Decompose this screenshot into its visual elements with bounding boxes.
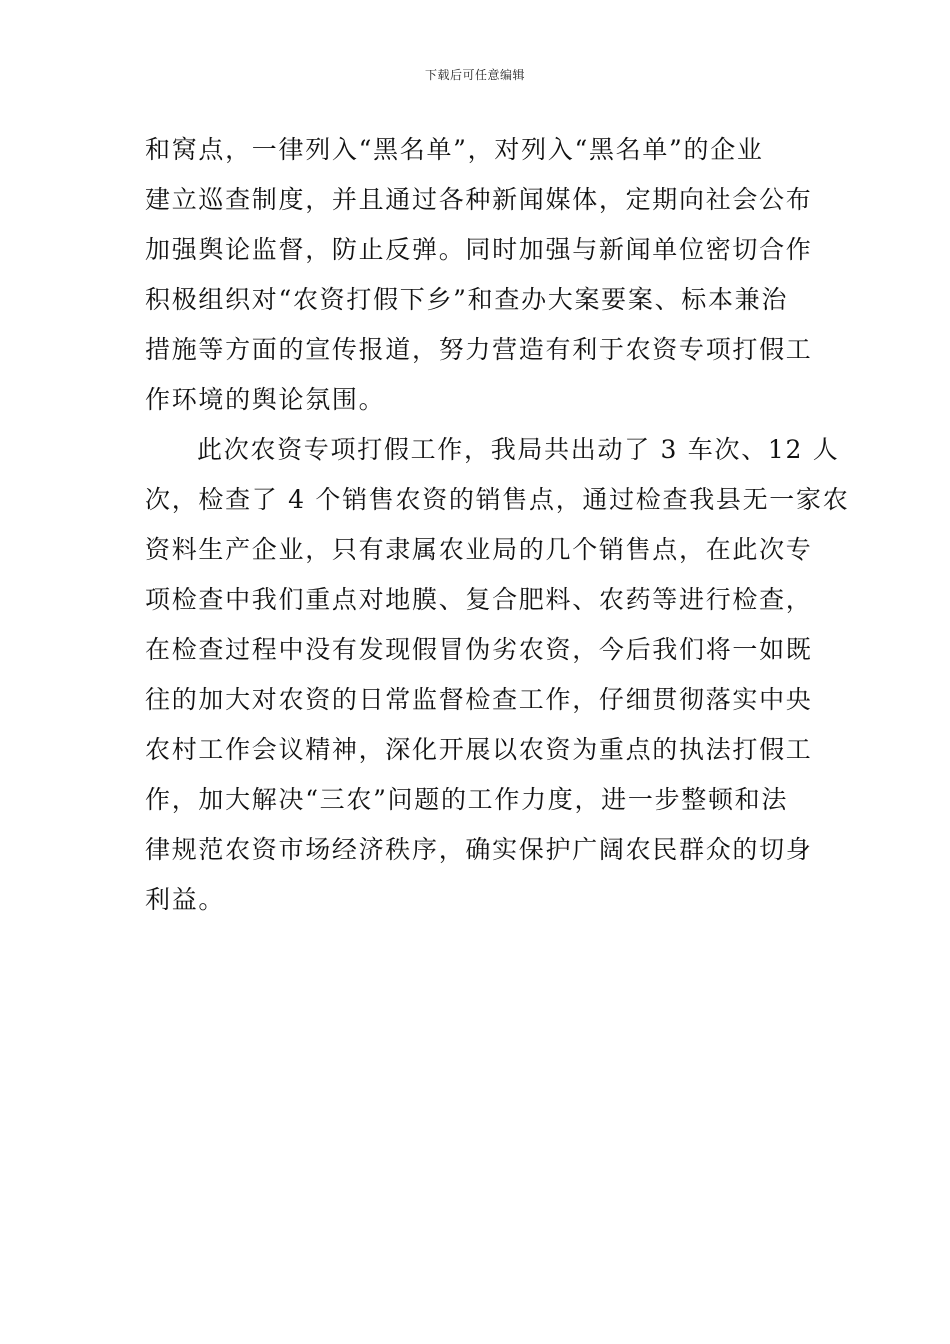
paragraph-2-line-2: 次，检查了 4 个销售农资的销售点，通过检查我县无一家农 [145, 485, 850, 514]
paragraph-1-line-3: 加强舆论监督，防止反弹。同时加强与新闻单位密切合作 [145, 235, 813, 264]
paragraph-2-line-1: 此次农资专项打假工作，我局共出动了 3 车次、12 人 [197, 435, 840, 464]
paragraph-1-line-5: 措施等方面的宣传报道，努力营造有利于农资专项打假工 [145, 335, 813, 364]
paragraph-2-line-3: 资料生产企业，只有隶属农业局的几个销售点，在此次专 [145, 535, 813, 564]
paragraph-1-line-4: 积极组织对“农资打假下乡”和查办大案要案、标本兼治 [145, 285, 789, 314]
paragraph-2-line-8: 作，加大解决“三农”问题的工作力度，进一步整顿和法 [145, 785, 789, 814]
paragraph-2-line-9: 律规范农资市场经济秩序，确实保护广阔农民群众的切身 [145, 835, 813, 864]
paragraph-1-line-6: 作环境的舆论氛围。 [145, 385, 386, 414]
paragraph-2-line-6: 往的加大对农资的日常监督检查工作，仔细贯彻落实中央 [145, 685, 813, 714]
page-header: 下载后可任意编辑 [424, 68, 525, 82]
paragraph-1-line-1: 和窝点，一律列入“黑名单”，对列入“黑名单”的企业 [145, 135, 764, 164]
paragraph-1-line-2: 建立巡查制度，并且通过各种新闻媒体，定期向社会公布 [145, 185, 813, 214]
paragraph-2-line-4: 项检查中我们重点对地膜、复合肥料、农药等进行检查， [145, 585, 813, 614]
paragraph-2-line-7: 农村工作会议精神，深化开展以农资为重点的执法打假工 [145, 735, 813, 764]
paragraph-2-line-5: 在检查过程中没有发现假冒伪劣农资，今后我们将一如既 [145, 635, 813, 664]
paragraph-2-line-10: 利益。 [145, 885, 226, 914]
